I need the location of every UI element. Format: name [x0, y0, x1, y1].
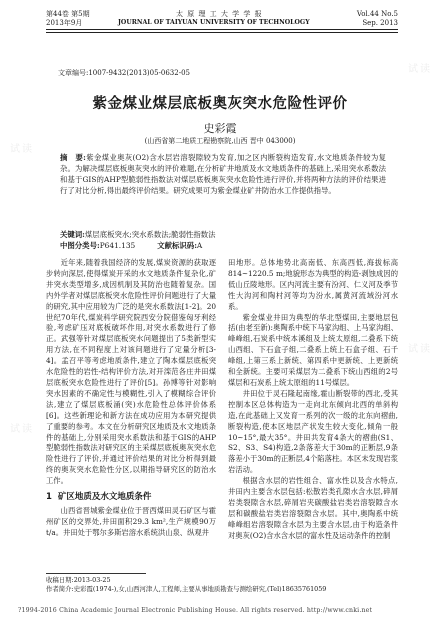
watermark-left-1: 试读	[10, 144, 34, 155]
watermark-right-2: 试读	[408, 344, 432, 355]
footnote-received: 收稿日期:2013-03-25	[46, 576, 111, 584]
watermark-right-1: 试读	[408, 64, 432, 75]
paper-title: 紫金煤业煤层底板奥灰突水危险性评价	[92, 96, 348, 112]
right-paragraph-4: 根据含水层的岩性组合、富水性以及含水特点,井田内主要含水层包括:松散岩类孔隙水含水层,碎屑岩类裂隙含水层,碎屑岩夹碳酸盐岩类岩溶裂隙含水层和碳酸盐岩类岩溶裂隙含水层。其中,奥陶系中统峰峰组岩溶裂隙含水层为主要含水层,由于构造条件对奥灰(O2)含水含水层的富水性及运动条件的控制	[228, 476, 398, 540]
right-paragraph-1: 田地形。总体地势北高南低、东高西低,海拔标高814~1220.5 m;地貌形态为典型的构造-剥蚀成因的低山丘陵地形。区内河流主要有汾河、仁义河及季节性大沟河和陶村河等均为汾水,属黄河流域汾河水系。	[228, 258, 398, 311]
header-journal-en: JOURNAL OF TAIYUAN UNIVERSITY OF TECHNOLOGY	[118, 19, 310, 26]
keywords-label: 关键词:	[60, 230, 85, 239]
header-date-en: Sep. 2013	[362, 19, 398, 27]
abstract-label: 摘 要:	[60, 153, 86, 162]
header-rule-thin	[46, 32, 398, 33]
doc-code-label: 文献标识码:	[157, 241, 197, 250]
classification	[60, 241, 386, 251]
article-id: 文章编号:1007-9432(2013)05-0632-05	[58, 69, 190, 77]
abstract	[60, 152, 386, 196]
header-journal-cn: 太 原 理 工 大 学 学 报	[176, 10, 263, 18]
header-volume-cn: 第44卷 第5期	[46, 10, 90, 18]
copyright-line: ?1994-2016 China Academic Journal Electronic Publishing House. All rights reserved. http://www.cnki.net	[18, 607, 373, 614]
header-volume-en: Vol.44 No.5	[356, 10, 398, 18]
footnote-author: 作者简介:史彩霞(1974-),女,山西河津人,工程师,主要从事地质勘查与测绘研究,(Tel)18635761059	[46, 585, 327, 593]
right-column	[228, 258, 398, 542]
left-column	[46, 258, 216, 539]
classification-text: P641.135	[99, 241, 136, 250]
section-title: 矿区地质及水文地质条件	[57, 492, 152, 503]
watermark-left-2: 试读	[10, 424, 34, 435]
intro-paragraph: 近年来,随着我国经济的发展,煤炭资源的获取逐步转向深层,使得煤炭开采的水文地质条件复杂化,矿井突水类型增多,成因机制及其防治也随着复杂。国内外学者对煤层底板突水危险性评价问题进行了大量的研究,其中应用较为广泛的是突水系数法[1-2]。20世纪70年代,煤炭科学研究院西安分院借鉴匈牙利经验,考虑矿压对底板破坏作用,对突水系数进行了修正。武强等针对煤层底板突水问题提出了5类新型实用方法,在不同程度上对该问题进行了定量分析[3-4]。孟召平等考虑地质条件,建立了陶本煤层底板突水危险性的岩性-结构评价方法,对开滦范各庄井田煤层底板突水危险性进行了评价[5]。孙博等针对影响突水因素的不确定性与模糊性,引入了模糊综合评价法,建立了煤层底板涌(突)水危险性总体评价体系[6]。这些新理论和新方法在成功应用为本研究提供了重要的参考。本文在分析研究区地质及水文地质条件的基础上,分别采用突水系数法和基于GIS的AHP型脆弱性指数法对研究区的主采煤层底板奥灰突水危险性进行了评价,并通过评价结果的对比分析得到最终的奥灰突水危险性分区,以期指导研究区的防治水工作。	[46, 258, 216, 486]
right-paragraph-2: 紫金煤业井田为典型的华北型煤田,主要地层包括(由老至新):奥陶系中统下马家沟组、上马家沟组、峰峰组,石炭系中统本溪组及上统太原组,二叠系下统山西组、下石盒子组,二叠系上统上石盒子组、石千峰组,上第三系上新统、第四系中更新统、上更新统和全新统。主要可采煤层为二叠系下统山西组的2号煤层和石炭系上统太原组的11号煤层。	[228, 312, 398, 387]
header-date-cn: 2013年9月	[46, 19, 83, 27]
keywords	[60, 230, 386, 240]
abstract-text: 紫金煤业奥灰(O2)含水层岩溶裂隙较为发育,加之区内断裂构造发育,水文地质条件较为复杂。为解决煤层底板奥灰突水的评价难题,在分析矿井地质及水文地质条件的基础上,采用突水系数法和基于GIS的AHP型脆弱性指数法对煤层底板奥灰突水危险性进行评价,并将两种方法的评价结果进行了对比分析,得出最终评价结果。研究成果可为紫金煤业矿井防治水工作提供指导。	[60, 153, 387, 195]
right-paragraph-3: 井田位于灵石隆起南缘,霍山断裂带的西北,受其控制本区总体构造为一走向北东倾向北西的单斜构造,在此基础上又发育一系列的次一级的北东向褶曲,断裂构造,使本区地层产状发生较大变化,倾角一般10~15°,最大35°。井田共发育4条大的褶曲(S1、S2、S3、S4)构造,2条落差大于30m的正断层,9条落差小于30m的正断层,4个陷落柱。本区未发现岩浆岩活动。	[228, 388, 398, 475]
section-paragraph: 山西省晋城紫金煤业位于晋西煤田灵石矿区与霍州矿区的交界处,井田面积29.3 km²,生产规模90万t/a。井田处于鄂尔多斯岩溶水系统洪山泉、纵观井	[46, 506, 216, 537]
author-name: 史彩霞	[203, 122, 237, 135]
footnote-rule	[46, 573, 146, 574]
doc-code: A	[196, 241, 203, 250]
keywords-text: 煤层底板突水;突水系数法;脆弱性指数法	[84, 230, 216, 239]
section-number: 1	[46, 492, 52, 503]
affiliation: (山西省第二地质工程勘察院,山西 晋中 043000)	[144, 137, 296, 145]
section-heading	[46, 490, 216, 504]
header-rule	[46, 29, 398, 30]
classification-label: 中图分类号:	[60, 241, 100, 250]
